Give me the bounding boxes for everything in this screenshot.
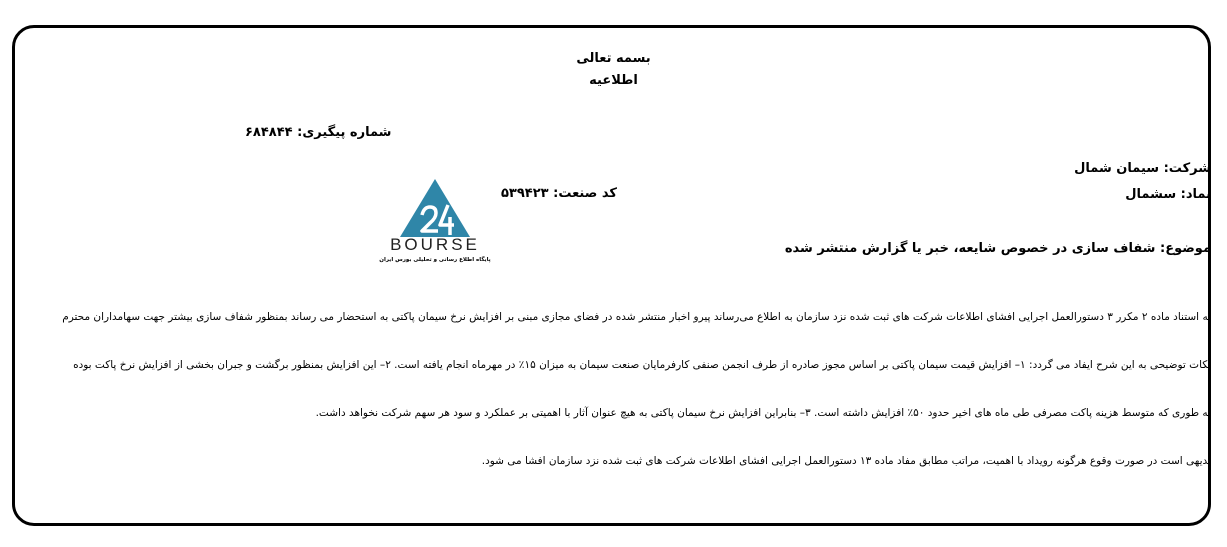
- tracking-number: شماره پیگیری: ۶۸۴۸۴۴: [245, 125, 392, 140]
- bourse-logo-icon: [378, 177, 492, 269]
- announcement-frame: [12, 25, 1211, 526]
- logo-wordmark: BOURSE: [390, 235, 480, 254]
- body-line-3: به طوری که متوسط هزینه پاکت مصرفی طی ماه های اخیر حدود ۵۰٪ افزایش داشته است. ۳– بنابراین افزایش نرخ سیمان پاکتی به هیچ عنوان آثار با اهمیتی بر عملکرد و سود هر سهم شرکت نخواهد داشت.: [315, 407, 1211, 419]
- body-line-4: بدیهی است در صورت وقوع هرگونه رویداد با اهمیت، مراتب مطابق مفاد ماده ۱۳ دستورالعمل اجرایی افشای اطلاعات شرکت های ثبت شده نزد سازمان افشا می شود.: [481, 455, 1211, 467]
- page-title: اطلاعیه: [589, 73, 638, 88]
- body-line-2: نکات توضیحی به این شرح ایفاد می گردد: ۱– افزایش قیمت سیمان پاکتی بر اساس مجوز صادره از طرف انجمن صنفی کارفرمایان صنعت سیمان به میزان ۱۵٪ در مهرماه انجام یافته است. ۲– این افزایش بمنظور برگشت و جبران بخشی از افزایش نرخ پاکت بوده: [73, 359, 1211, 371]
- logo-tagline: پایگاه اطلاع رسانی و تحلیلی بورس ایران: [379, 257, 491, 263]
- company-symbol: نماد: سشمال: [1125, 187, 1211, 202]
- subject-line: موضوع: شفاف سازی در خصوص شایعه، خبر یا گزارش منتشر شده: [784, 241, 1211, 256]
- industry-code: کد صنعت: ۵۳۹۴۲۳: [501, 186, 617, 201]
- company-name: شرکت: سیمان شمال: [1074, 161, 1211, 176]
- basmala: بسمه تعالی: [576, 51, 651, 66]
- bourse-logo: [378, 177, 492, 269]
- body-line-1: به استناد ماده ۲ مکرر ۳ دستورالعمل اجرایی افشای اطلاعات شرکت های ثبت شده نزد سازمان به اطلاع می‌رساند پیرو اخبار منتشر شده در فضای مجازی مبنی بر افزایش نرخ سیمان پاکتی به استحضار می رساند بمنظور شفاف سازی بیشتر جهت سهامداران محترم: [62, 311, 1211, 323]
